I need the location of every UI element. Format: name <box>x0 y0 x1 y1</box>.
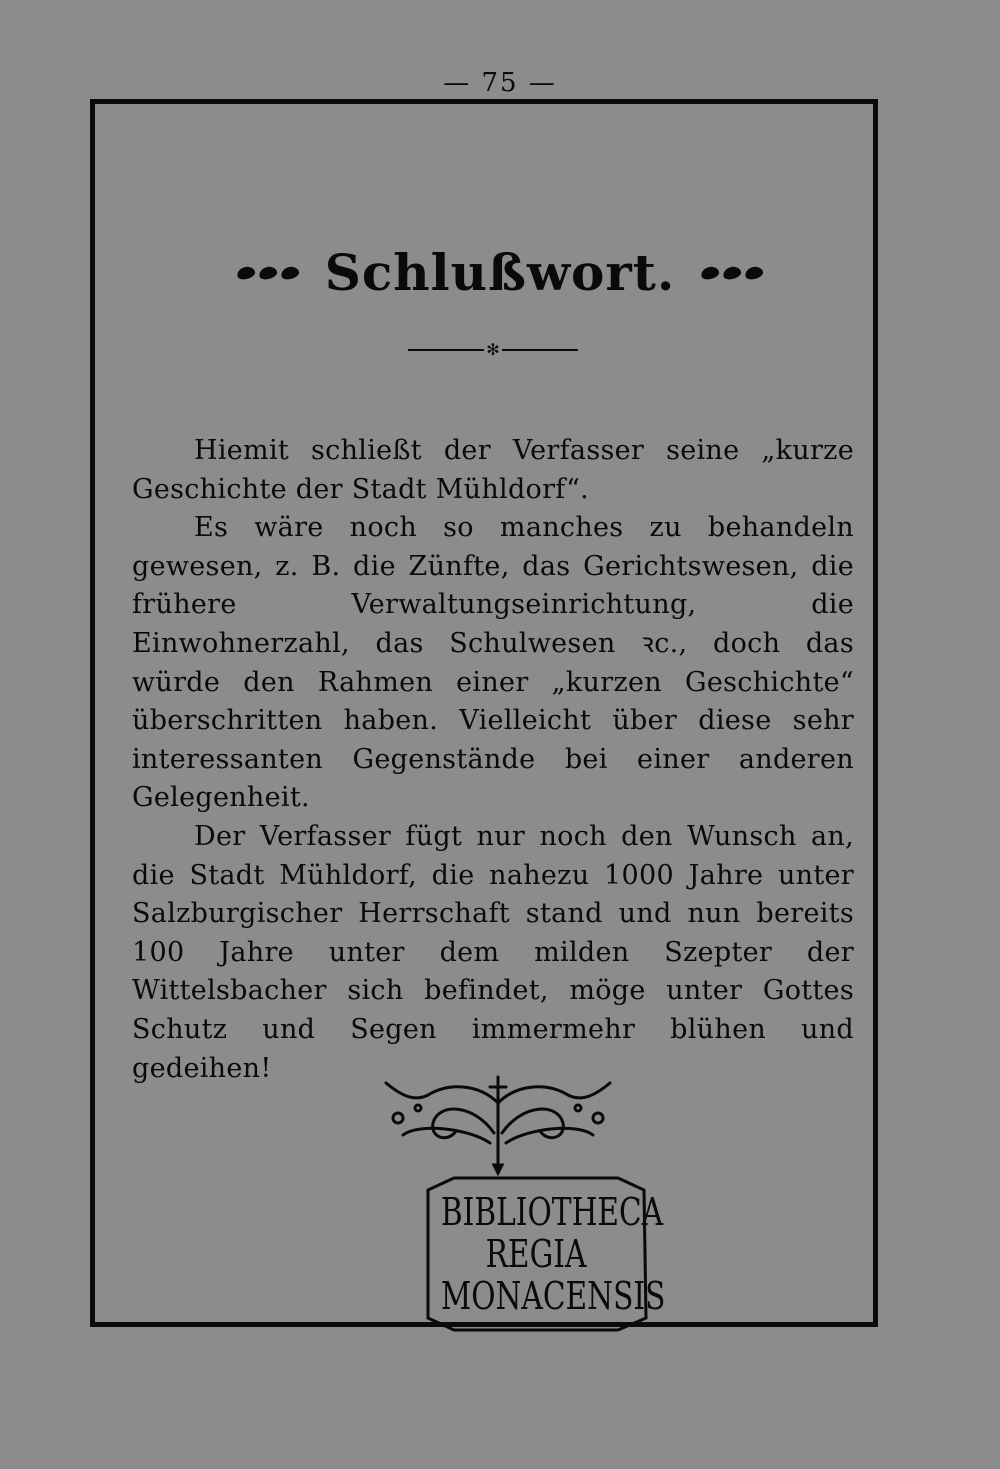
flourish-ornament-icon <box>378 1073 618 1183</box>
body-text <box>132 432 854 1088</box>
library-stamp <box>414 1168 666 1338</box>
stamp-line: BIBLIOTHECA <box>440 1190 664 1234</box>
leaf-ornament-icon <box>237 267 299 279</box>
chapter-title: Schlußwort. <box>324 243 676 302</box>
stamp-line: REGIA <box>485 1232 587 1276</box>
paragraph: Hiemit schließt der Verfasser seine „kurze Geschichte der Stadt Mühldorf“. <box>132 435 854 505</box>
stamp-line: MONACENSIS <box>440 1274 666 1318</box>
asterisk-icon: ✻ <box>486 340 500 359</box>
paragraph: Der Verfasser fügt nur noch den Wunsch an, die Stadt Mühldorf, die nahezu 1000 Jahre unter Salzburgischer Herrschaft stand und nun bereits 100 Jahre unter dem milden Szepter der Wittelsbacher sich befindet, möge unter Gottes Schutz und Segen immermehr blühen und gedeihen! <box>132 820 854 1084</box>
leaf-ornament-icon <box>701 267 763 279</box>
paragraph: Es wäre noch so manches zu behandeln gewesen, z. B. die Zünfte, das Gerichtswesen, die frühere Verwaltungseinrichtung, die Einwohnerzahl, das Schulwesen ꝛc., doch das würde den Rahmen einer „kurzen Geschichte“ überschritten haben. Vielleicht über diese sehr interessanten Gegenstände bei einer anderen Gelegenheit. <box>132 512 854 814</box>
title-divider <box>408 340 578 359</box>
heading-row <box>0 243 1000 302</box>
page-number: — 75 — <box>443 68 557 98</box>
